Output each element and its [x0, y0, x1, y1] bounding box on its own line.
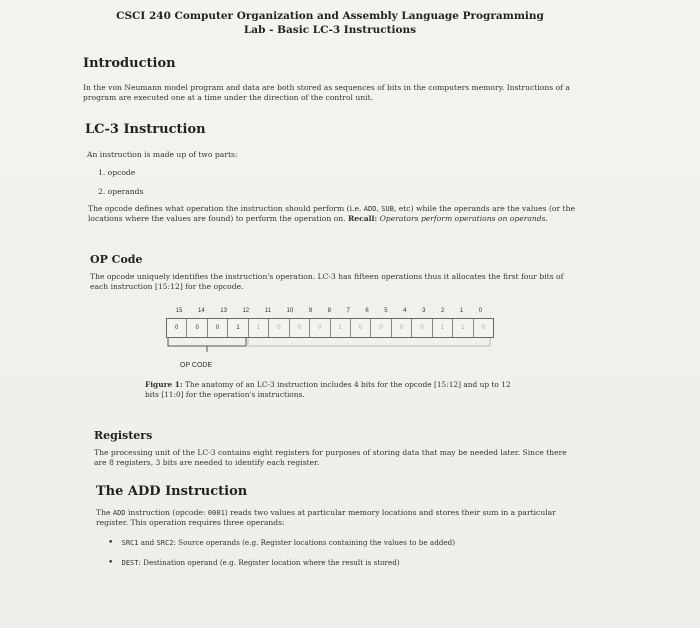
section-heading-lc3: LC-3 Instruction: [85, 122, 206, 137]
bit-cell: 1: [249, 319, 269, 337]
bit-cell: 0: [371, 319, 391, 337]
section-heading-introduction: Introduction: [83, 56, 176, 71]
instruction-parts-list: [98, 168, 143, 206]
document-header: [0, 9, 660, 37]
bit-cell: 0: [412, 319, 432, 337]
lc3-intro-text: An instruction is made up of two parts:: [87, 150, 238, 159]
document-subtitle: Lab - Basic LC-3 Instructions: [243, 24, 417, 36]
bit-number: 9: [308, 308, 313, 314]
bit-number: 12: [242, 308, 250, 314]
bit-number: 3: [422, 308, 426, 314]
figure-caption: Figure 1: The anatomy of an LC-3 instruction includes 4 bits for the opcode [15:12] and up to 12 bits [11:0] for the operation's instructions.: [145, 380, 511, 399]
section-heading-opcode: OP Code: [90, 253, 143, 266]
bit-cell: 0: [310, 319, 330, 337]
bit-number: 0: [478, 308, 483, 314]
bit-cell: 0: [481, 325, 485, 331]
bit-number: 8: [327, 308, 331, 314]
bit-cell: 1: [453, 319, 473, 337]
bit-cell: 0: [392, 319, 412, 337]
bit-number: 5: [384, 308, 388, 314]
opcode-label: OP CODE: [180, 362, 213, 369]
bit-number: 7: [346, 308, 350, 314]
section-heading-add: The ADD Instruction: [96, 484, 248, 499]
list-item: 1. opcode: [98, 168, 136, 177]
bit-cell: 1: [331, 319, 351, 337]
opcode-paragraph: The opcode uniquely identifies the instruction's operation. LC-3 has fifteen operations thus it allocates the first four bits of each instruction [15:12] for the opcode.: [90, 272, 564, 291]
opcode-brace: [166, 338, 492, 352]
section-heading-registers: Registers: [94, 429, 153, 442]
bit-number: 11: [264, 308, 271, 314]
bit-number: 14: [198, 308, 205, 314]
registers-paragraph: The processing unit of the LC-3 contains eight registers for purposes of storing data that may be needed later. Since there are 8 registers, 3 bits are needed to identify each register.: [94, 448, 567, 467]
list-item: • SRC1 and SRC2: Source operands (e.g. Register locations containing the values to be added): [108, 538, 455, 548]
bit-cell: 0: [269, 319, 289, 337]
operand-list: [108, 538, 455, 578]
add-paragraph: The ADD instruction (opcode: 0001) reads two values at particular memory locations and stores their sum in a particular register. This operation requires three operands:: [96, 508, 556, 527]
bit-cell: 1: [433, 319, 453, 337]
list-item: 2. operands: [98, 187, 144, 196]
bit-number: 4: [403, 308, 407, 314]
bit-number: 10: [286, 308, 294, 314]
opcode-definition-paragraph: The opcode defines what operation the instruction should perform (i.e. ADD, SUB, etc) while the operands are the values (or the locations where the values are found) to perform the operation on. Recall: Operators perform operations on operands.: [88, 204, 575, 223]
intro-paragraph: In the von Neumann model program and data are both stored as sequences of bits in the computers memory. Instructions of a program are executed one at a time under the direction of the control unit.: [83, 83, 570, 102]
bit-cell: 0: [167, 319, 187, 337]
bit-cell: 0: [290, 319, 310, 337]
bit-number: 2: [440, 308, 445, 314]
bit-index-row: [168, 308, 490, 314]
bit-number: 13: [220, 308, 227, 314]
document-title: CSCI 240 Computer Organization and Assembly Language Programming: [116, 10, 544, 22]
bit-cell: 0: [208, 319, 228, 337]
bit-number: 1: [459, 308, 464, 314]
bit-cell: 1: [228, 319, 248, 337]
bit-number: 6: [365, 308, 369, 314]
bit-number: 15: [175, 308, 183, 314]
instruction-bit-diagram: [166, 318, 494, 338]
bit-cell: 0: [351, 319, 371, 337]
bit-cell: 0: [187, 319, 207, 337]
list-item: • DEST: Destination operand (e.g. Register location where the result is stored): [108, 558, 455, 568]
